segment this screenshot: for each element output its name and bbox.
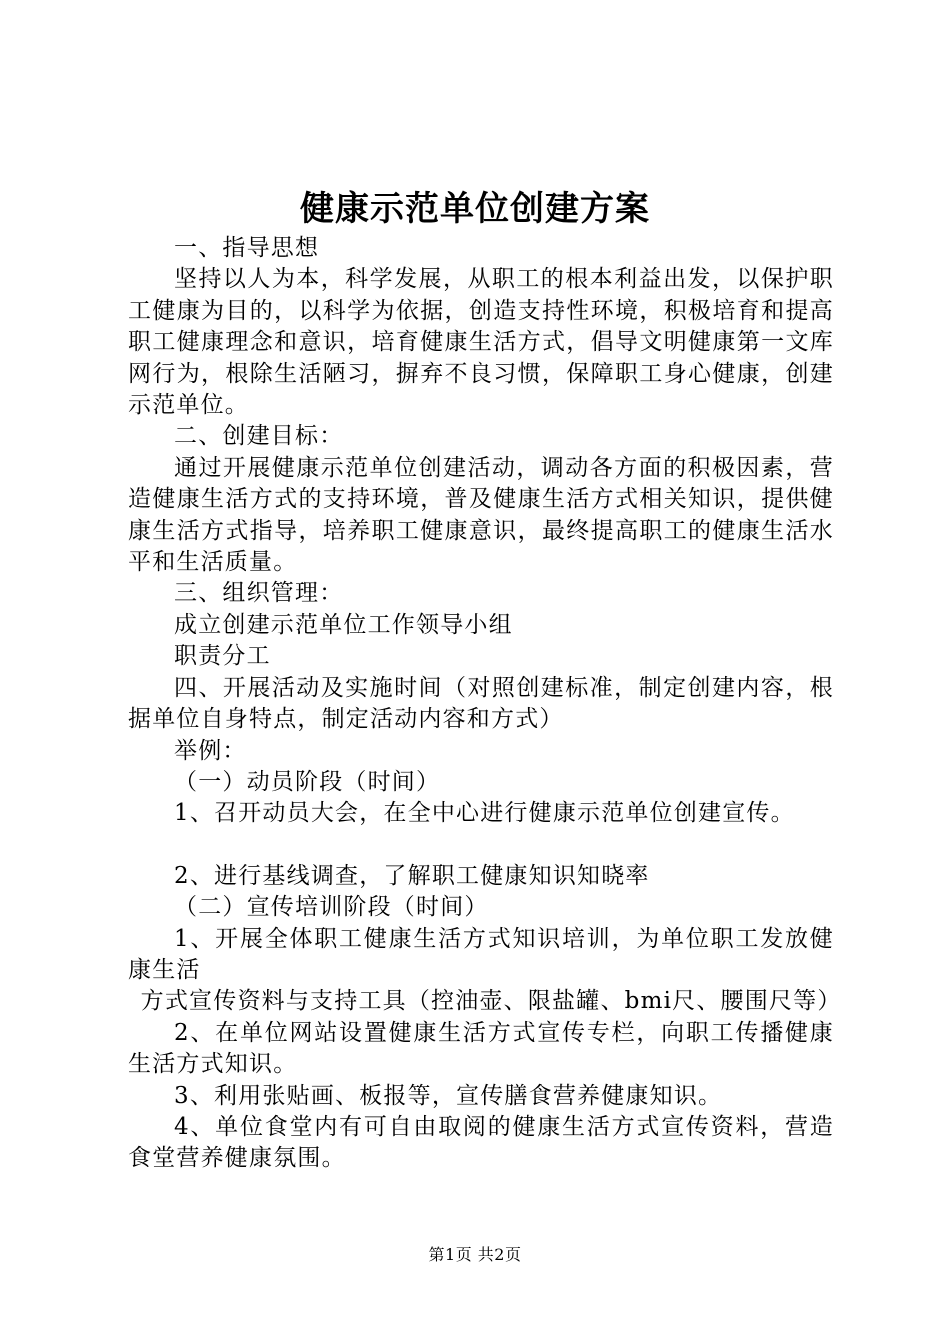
paragraph: 举例：	[174, 737, 247, 764]
section-heading: 四、开展活动及实施时间（对照创建标准，制定创建内容，根据单位自身特点，制定活动内容和方式）	[128, 674, 834, 733]
paragraph: 通过开展健康示范单位创建活动，调动各方面的积极因素，营造健康生活方式的支持环境，普及健康生活方式相关知识，提供健康生活方式指导，培养职工健康意识，最终提高职工的健康生活水平和生活质量。	[128, 454, 834, 576]
list-item-continuation: 方式宣传资料与支持工具（控油壶、限盐罐、bmi尺、腰围尺等）	[140, 988, 842, 1015]
list-item: 1、开展全体职工健康生活方式知识培训，为单位职工发放健康生活	[128, 925, 834, 983]
list-item: 1、召开动员大会，在全中心进行健康示范单位创建宣传。	[174, 800, 795, 827]
section-heading: 二、创建目标：	[174, 423, 344, 450]
list-item: 2、在单位网站设置健康生活方式宣传专栏，向职工传播健康生活方式知识。	[128, 1019, 834, 1078]
subsection-heading: （二）宣传培训阶段（时间）	[174, 894, 489, 921]
list-item: 3、利用张贴画、板报等，宣传膳食营养健康知识。	[174, 1082, 723, 1109]
document-body	[128, 233, 842, 1175]
list-item: 2、进行基线调查，了解职工健康知识知晓率	[174, 862, 650, 889]
page-footer: 第1页 共2页	[428, 1245, 522, 1264]
paragraph: 坚持以人为本，科学发展，从职工的根本利益出发，以保护职工健康为目的，以科学为依据，创造支持性环境，积极培育和提高职工健康理念和意识，培育健康生活方式，倡导文明健康第一文库网行为，根除生活陋习，摒弃不良习惯，保障职工身心健康，创建示范单位。	[128, 266, 834, 419]
list-item: 4、单位食堂内有可自由取阅的健康生活方式宣传资料，营造食堂营养健康氛围。	[128, 1113, 834, 1172]
paragraph: 成立创建示范单位工作领导小组	[174, 611, 513, 638]
document-title: 健康示范单位创建方案	[300, 189, 650, 229]
section-heading: 三、组织管理：	[174, 580, 344, 607]
section-heading: 一、指导思想	[174, 235, 320, 261]
subsection-heading: （一）动员阶段（时间）	[174, 768, 441, 795]
paragraph: 职责分工	[174, 643, 271, 670]
